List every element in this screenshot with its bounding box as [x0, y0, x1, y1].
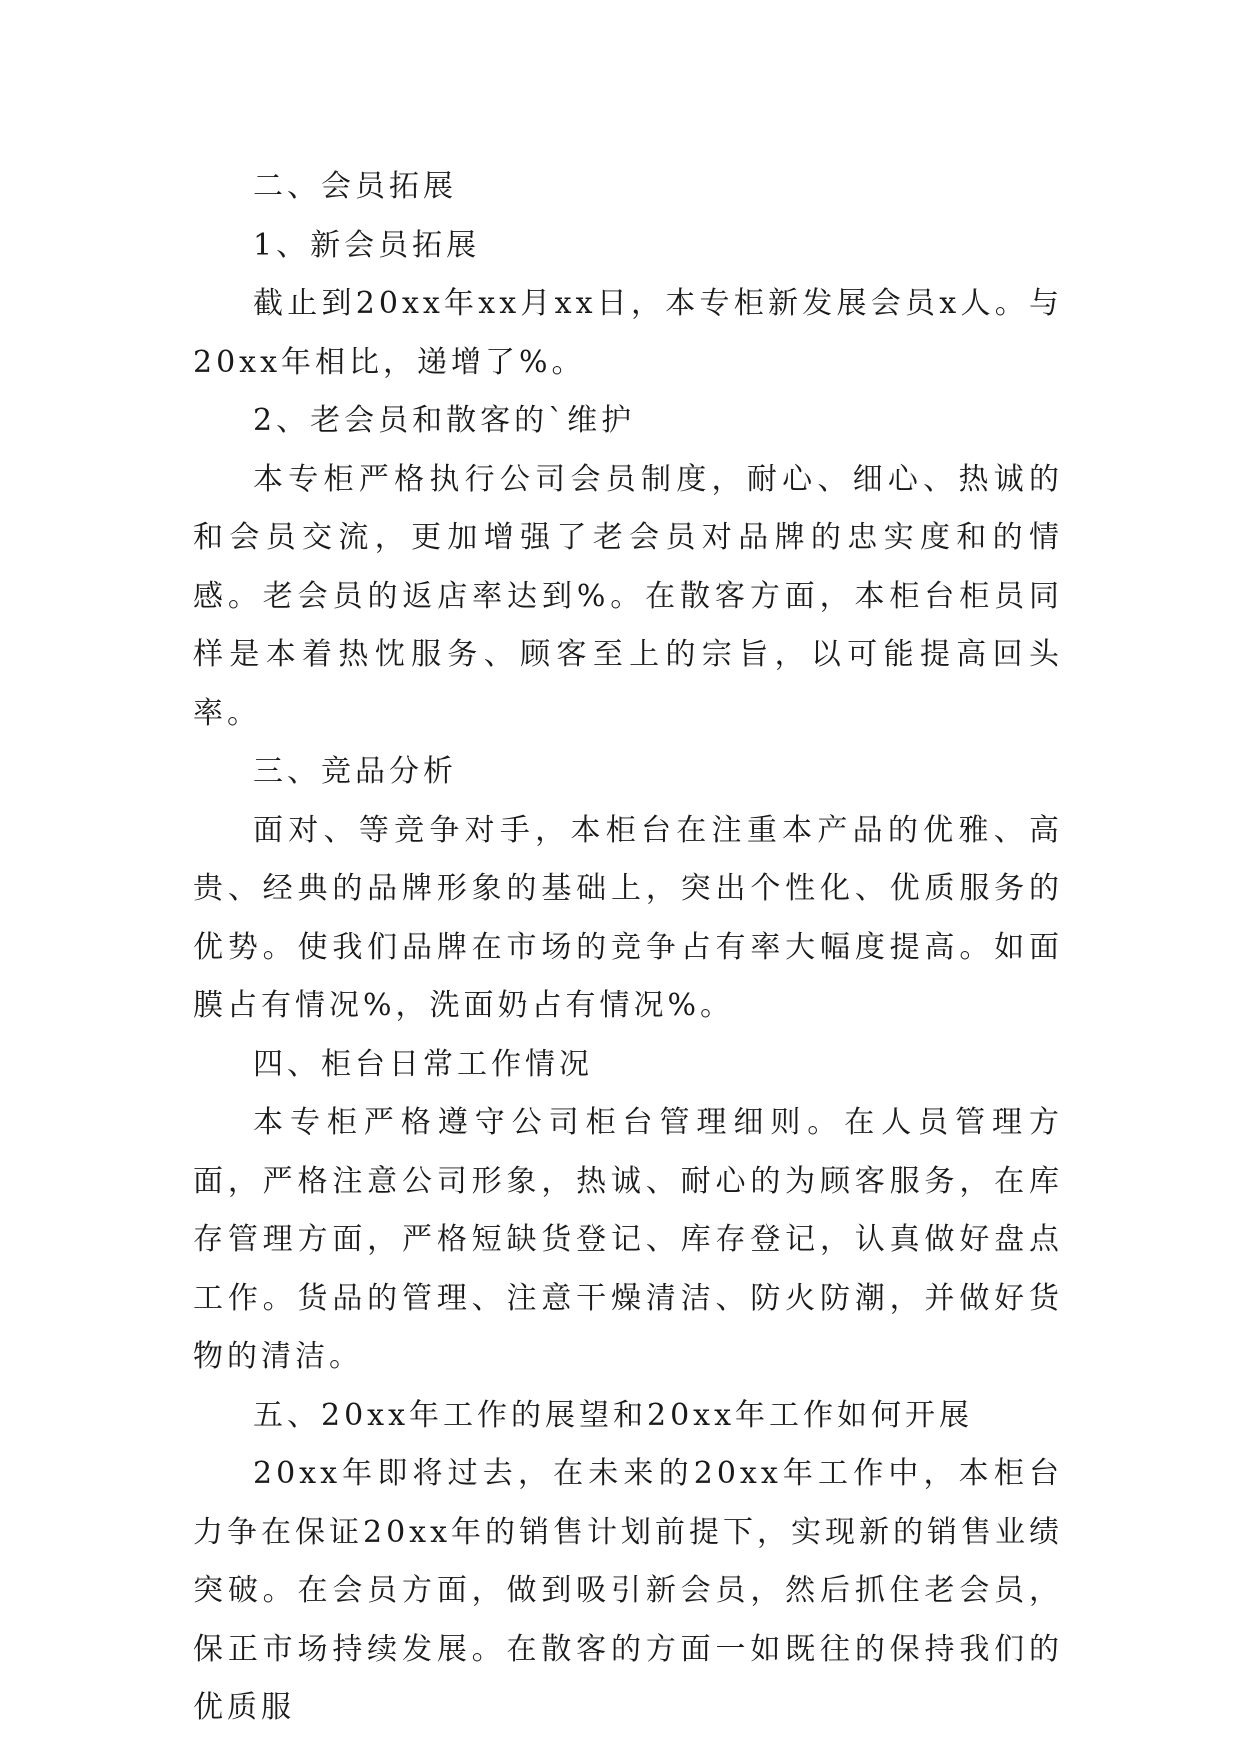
- paragraph-outlook: 20xx年即将过去，在未来的20xx年工作中，本柜台力争在保证20xx年的销售计划前提下，实现新的销售业绩突破。在会员方面，做到吸引新会员，然后抓住老会员，保正市场持续发展。在散客的方面一如既往的保持我们的优质服: [193, 1456, 1064, 1725]
- heading-member-expansion: 二、会员拓展: [253, 169, 457, 204]
- heading-competitor-analysis: 三、竞品分析: [253, 754, 457, 789]
- paragraph-old-member: 本专柜严格执行公司会员制度，耐心、细心、热诚的和会员交流，更加增强了老会员对品牌的忠实度和的情感。老会员的返店率达到%。在散客方面，本柜台柜员同样是本着热忱服务、顾客至上的宗旨，以可能提高回头率。: [193, 461, 1063, 731]
- subheading-old-member: 2、老会员和散客的`维护: [253, 403, 636, 438]
- subheading-new-member: 1、新会员拓展: [253, 227, 481, 263]
- paragraph-competitor-analysis: 面对、等竞争对手，本柜台在注重本产品的优雅、高贵、经典的品牌形象的基础上，突出个性化、优质服务的优势。使我们品牌在市场的竞争占有率大幅度提高。如面膜占有情况%，洗面奶占有情况%。: [193, 812, 1063, 1023]
- paragraph-new-member: 截止到20xx年xx月xx日，本专柜新发展会员x人。与20xx年相比，递增了%。: [193, 286, 1063, 380]
- heading-daily-work: 四、柜台日常工作情况: [253, 1046, 593, 1082]
- heading-outlook: 五、20xx年工作的展望和20xx年工作如何开展: [253, 1397, 974, 1433]
- document-body: [193, 158, 1063, 1738]
- paragraph-daily-work: 本专柜严格遵守公司柜台管理细则。在人员管理方面，严格注意公司形象，热诚、耐心的为顾客服务，在库存管理方面，严格短缺货登记、库存登记，认真做好盘点工作。货品的管理、注意干燥清洁、防火防潮，并做好货物的清洁。: [193, 1105, 1063, 1374]
